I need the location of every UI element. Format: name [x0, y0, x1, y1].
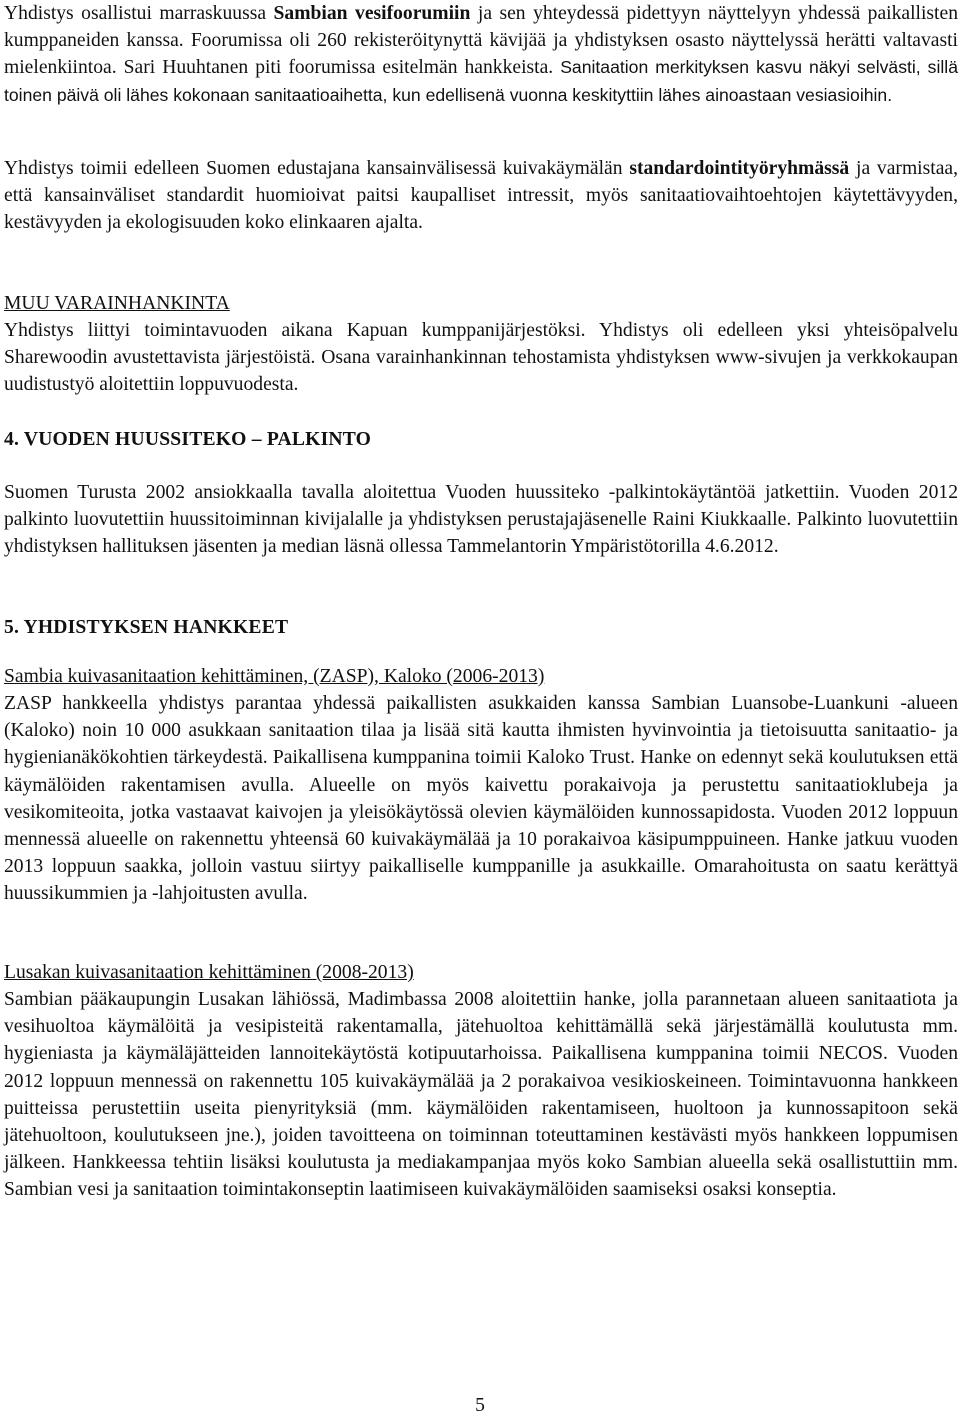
- standard-text-post: ja varmistaa, että kansainväliset standardit huomioivat paitsi kaupalliset intressit, myös sanitaatiovaihtoehtojen käytettävyyden, kestävyyden ja ekologisuuden koko elinkaaren ajalta.: [4, 158, 958, 234]
- lusaka-title: Lusakan kuivasanitaation kehittäminen (2008-2013): [4, 962, 414, 983]
- sanitation-sentence: Sanitaation merkityksen kasvu näkyi selvästi, sillä toinen päivä oli lähes kokonaan sanitaatioaihetta, kun edellisenä vuonna keskityttiin lähes ainoastaan vesiasioihin.: [4, 57, 958, 105]
- section5-heading: 5. YHDISTYKSEN HANKKEET: [4, 617, 289, 638]
- section4-heading: 4. VUODEN HUUSSITEKO – PALKINTO: [4, 429, 372, 450]
- section4-text: Suomen Turusta 2002 ansiokkaalla tavalla aloitettua Vuoden huussiteko -palkintokäytäntöä jatkettiin. Vuoden 2012 palkinto luovutettiin huussitoiminnan kivijalalle ja yhdistyksen perustajajäsenelle Raini Kiukkaalle. Palkinto luovutettiin yhdistyksen hallituksen jäsenten ja median läsnä ollessa Tammelantorin Ympäristötorilla 4.6.2012.: [4, 482, 958, 558]
- vesifoorumi-bold: Sambian vesifoorumiin: [273, 3, 471, 24]
- vesifoorumi-text-post: ja sen yhteydessä pidettyyn näyttelyyn yhdessä paikallisten kumppaneiden kanssa. Foorumissa oli 260 rekisteröitynyttä kävijää ja yhdistyksen osasto näyttelyssä herätti valtavasti mielenkiintoa. Sari Huuhtanen piti foorumissa esitelmän hankkeista.: [4, 3, 958, 79]
- zasp-text: ZASP hankkeella yhdistys parantaa yhdessä paikallisten asukkaiden kanssa Sambian Luansobe-Luankuni -alueen (Kaloko) noin 10 000 asukkaan sanitaation tilaa ja lisää sitä kautta ihmisten hyvinvointia ja tietoisuutta sanitaatio- ja hygienianäkökohtien tärkeydestä. Paikallisena kumppanina toimii Kaloko Trust. Hanke on edennyt sekä koulutuksen että käymälöiden rakentamisen avulla. Alueelle on myös kaivettu porakaivoja ja perustettu sanitaatioklubeja ja vesikomiteoita, jotka vastaavat kaivojen ja yleisökäytössä olevien käymälöiden kunnossapidosta. Vuoden 2012 loppuun mennessä alueelle on rakennettu yhteensä 60 kuivakäymälää ja 10 porakaivoa käsipumppuineen. Hanke jatkuu vuoden 2013 loppuun saakka, jolloin vastuu siirtyy paikalliselle kumppanille ja asukkaille. Omarahoitusta on saatu kerättyä huussikummien ja -lahjoitusten avulla.: [4, 693, 958, 905]
- muu-varainhankinta-heading: MUU VARAINHANKINTA: [4, 293, 230, 314]
- paragraph-vesifoorumi: [4, 0, 958, 109]
- page-number: 5: [475, 1395, 485, 1416]
- standard-text-pre: Yhdistys toimii edelleen Suomen edustajana kansainvälisessä kuivakäymälän: [4, 158, 630, 179]
- zasp-title: Sambia kuivasanitaation kehittäminen, (ZASP), Kaloko (2006-2013): [4, 666, 545, 687]
- paragraph-standardization: [4, 155, 958, 237]
- muu-varainhankinta-text: Yhdistys liittyi toimintavuoden aikana Kapuan kumppanijärjestöksi. Yhdistys oli edelleen yksi yhteisöpalvelu Sharewoodin avustettavista järjestöistä. Osana varainhankinnan tehostamista yhdistyksen www-sivujen ja verkkokaupan uudistustyö aloitettiin loppuvuodesta.: [4, 320, 958, 396]
- vesifoorumi-text-pre: Yhdistys osallistui marraskuussa: [4, 3, 274, 24]
- standard-bold: standardointityöryhmässä: [629, 158, 850, 179]
- lusaka-text: Sambian pääkaupungin Lusakan lähiössä, Madimbassa 2008 aloitettiin hanke, jolla parannetaan alueen sanitaatiota ja vesihuoltoa käymälöitä ja vesipisteitä rakentamalla, jätehuoltoa kehittämällä sekä järjestämällä koulutusta mm. hygieniasta ja käymäläjätteiden lannoitekäytöstä kotipuutarhoissa. Paikallisena kumppanina toimii NECOS. Vuoden 2012 loppuun mennessä on rakennettu 105 kuivakäymälää ja 2 porakaivoa vesikioskeineen. Toimintavuonna hankkeen puitteissa perustettiin useita pienyrityksiä (mm. käymälöiden rakentamiseen, huoltoon ja kunnossapitoon sekä jätehuoltoon, koulutukseen jne.), joiden tavoitteena on toiminnan toteuttaminen kestävästi myös hankkeen loppumisen jälkeen. Hankkeessa tehtiin lisäksi koulutusta ja mediakampanjaa myös koko Sambian alueella sekä osallistuttiin mm. Sambian vesi ja sanitaation toimintakonseptin laatimiseen kuivakäymälöiden saamiseksi osaksi konseptia.: [4, 989, 958, 1201]
